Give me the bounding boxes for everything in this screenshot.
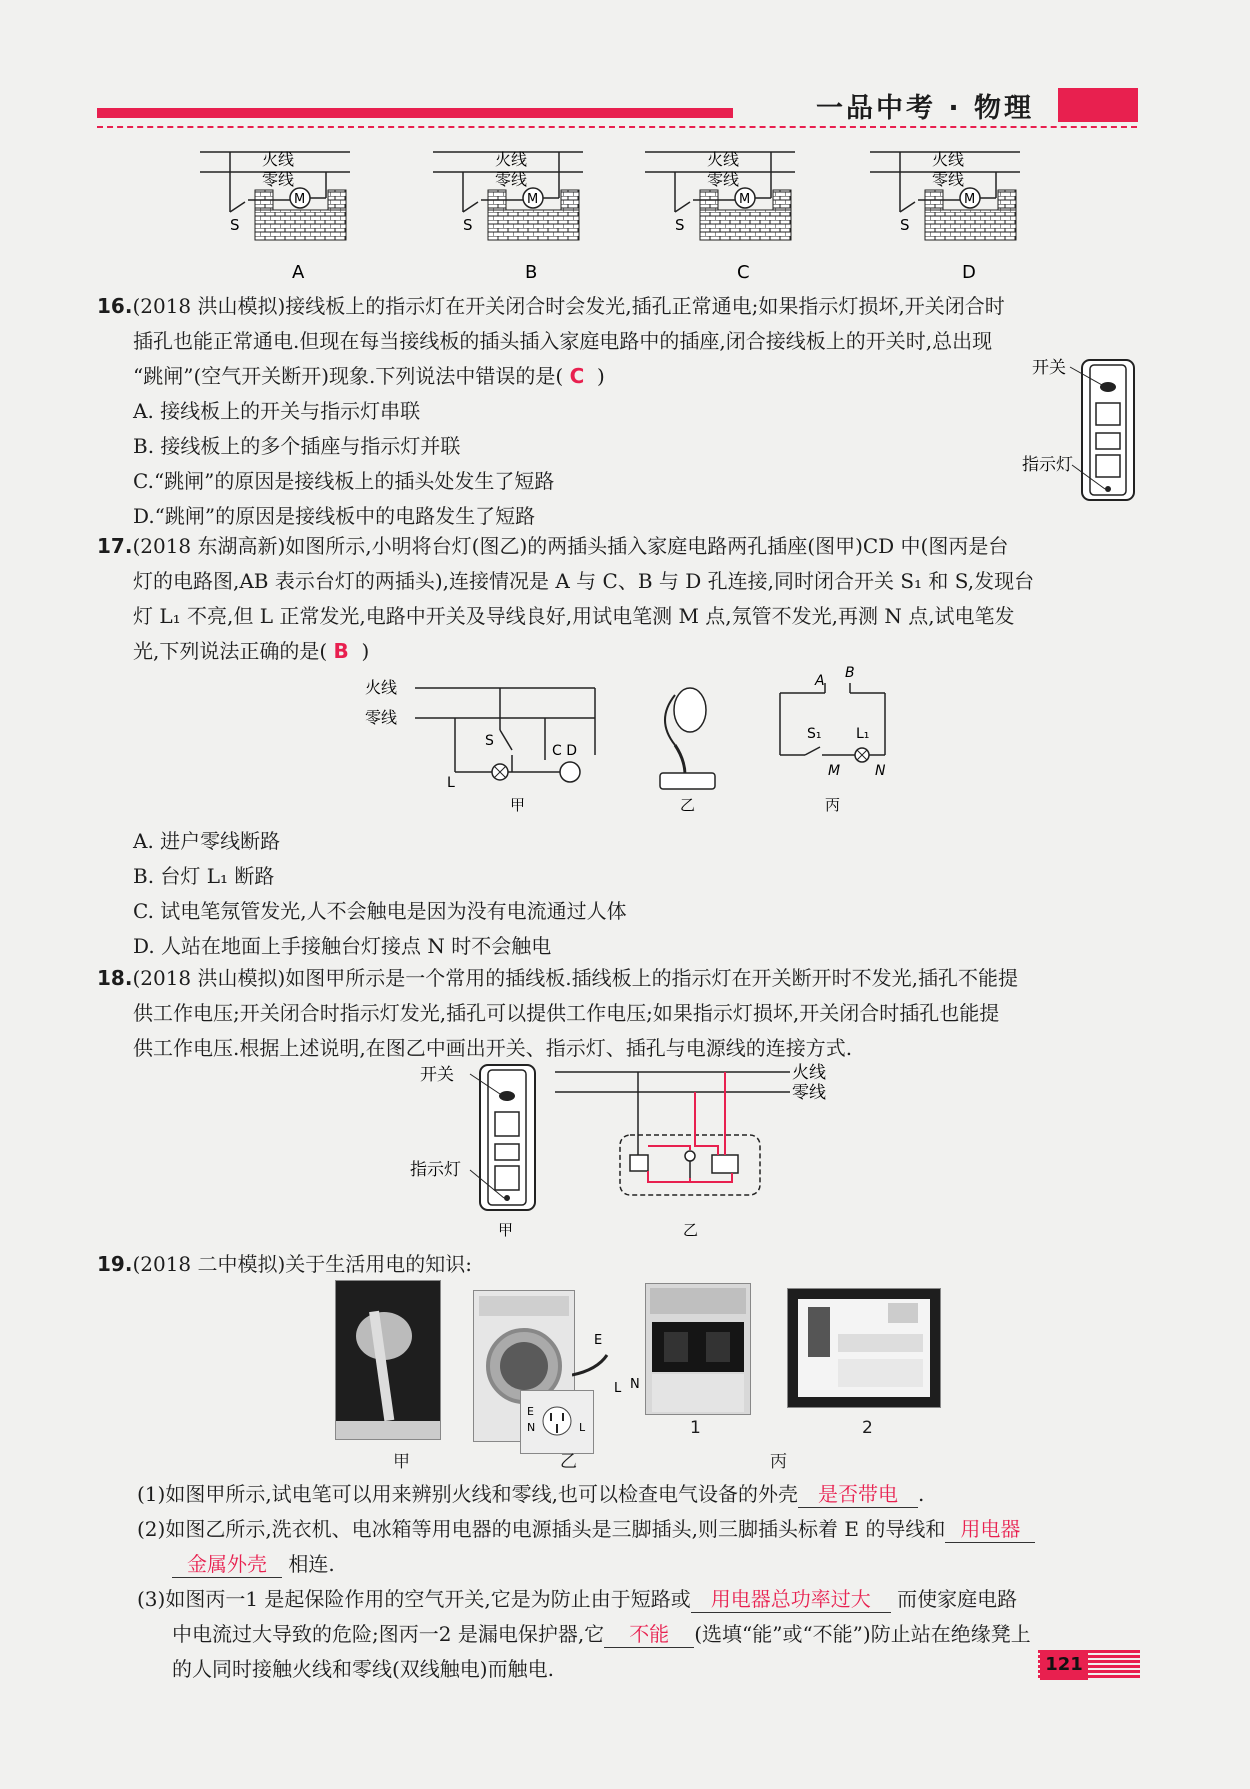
q18-line-1	[97, 962, 1018, 991]
q19-item2-text: (2)如图乙所示,洗衣机、电冰箱等用电器的电源插头是三脚插头,则三脚插头标着 E 的导线和	[137, 1517, 946, 1541]
q19-item3-answer-b: 不能	[604, 1618, 694, 1648]
page-number: 121	[1040, 1650, 1088, 1680]
q17-text-1: (2018 东湖高新)如图所示,小明将台灯(图乙)的两插头插入家庭电路两孔插座(图甲)CD 中(图丙是台	[132, 534, 1009, 558]
q17-label-B: B	[845, 665, 855, 681]
q16-option-c: C.“跳闸”的原因是接线板上的插头处发生了短路	[133, 469, 555, 493]
q19-photo-bing-1	[645, 1283, 751, 1415]
q19-item2-answer-b: 金属外壳	[172, 1548, 282, 1578]
q15-figures	[190, 140, 1070, 285]
q16-option-a: A. 接线板上的开关与指示灯串联	[133, 399, 421, 423]
q18-label-switch: 开关	[420, 1065, 454, 1085]
q19-item3-mid: 而使家庭电路	[897, 1587, 1018, 1611]
q18-line-3: 供工作电压.根据上述说明,在图乙中画出开关、指示灯、插孔与电源线的连接方式.	[133, 1036, 853, 1060]
q17-option-d: D. 人站在地面上手接触台灯接点 N 时不会触电	[133, 934, 552, 958]
q16-line-1	[97, 290, 1005, 319]
q16-option-d: D.“跳闸”的原因是接线板中的电路发生了短路	[133, 504, 536, 528]
header-block	[1058, 88, 1138, 122]
q17-label-L1: L₁	[856, 726, 870, 742]
q15-zero-a: 零线	[262, 170, 295, 189]
q17-label-L: L	[447, 775, 455, 791]
q15-switch-a: S	[230, 216, 240, 234]
q19-item3-answer-a: 用电器总功率过大	[691, 1583, 891, 1613]
q19-item-1	[137, 1478, 924, 1508]
q18-fig-jia	[410, 1065, 535, 1239]
q18-text-1: (2018 洪山模拟)如图甲所示是一个常用的插线板.插线板上的指示灯在开关断开时不发光,插孔不能提	[132, 966, 1019, 990]
q18-figures	[400, 1060, 840, 1240]
q17-figures	[360, 665, 920, 815]
q18-label-fire: 火线	[792, 1063, 826, 1083]
q16-power-strip	[1020, 355, 1140, 505]
q17-line-1	[97, 530, 1008, 559]
q18-caption-jia: 甲	[498, 1221, 514, 1239]
q17-label-M: M	[828, 763, 841, 779]
q15-option-a: A	[292, 262, 305, 283]
q15-fig-a	[200, 150, 350, 283]
q17-option-c: C. 试电笔氖管发光,人不会触电是因为没有电流通过人体	[133, 899, 627, 923]
q19-plug-N: N	[527, 1421, 536, 1434]
q16-number: 16.	[97, 294, 133, 318]
q17-answer: B	[333, 639, 349, 663]
q19-item-2-cont	[172, 1548, 335, 1578]
q17-caption-jia: 甲	[510, 796, 526, 814]
q19-cable-N: N	[630, 1377, 640, 1392]
q19-caption-2: 2	[862, 1418, 873, 1438]
q18-number: 18.	[97, 966, 133, 990]
q19-item3-text: (3)如图丙一1 是起保险作用的空气开关,它是为防止由于短路或	[137, 1587, 691, 1611]
q16-option-b: B. 接线板上的多个插座与指示灯并联	[133, 434, 461, 458]
q16-label-lamp: 指示灯	[1022, 455, 1073, 475]
q17-option-b: B. 台灯 L₁ 断路	[133, 864, 275, 888]
q18-caption-yi: 乙	[683, 1221, 699, 1239]
q19-caption-bing: 丙	[770, 1452, 787, 1472]
q17-caption-yi: 乙	[680, 796, 696, 814]
q17-line-2: 灯的电路图,AB 表示台灯的两插头),连接情况是 A 与 C、B 与 D 孔连接,同时闭合开关 S₁ 和 S,发现台	[133, 569, 1035, 593]
q15-motor-c: M	[739, 192, 751, 207]
q15-option-d: D	[962, 262, 976, 283]
q19-plug-L: L	[579, 1421, 586, 1434]
q19-cable-L: L	[614, 1381, 622, 1396]
q15-fire-a: 火线	[262, 150, 295, 169]
q19-line-1	[97, 1248, 472, 1277]
q15-fig-d	[870, 150, 1020, 283]
q16-close: )	[596, 364, 605, 388]
q18-label-lamp: 指示灯	[410, 1160, 461, 1180]
q17-label-CD: C D	[552, 743, 578, 759]
header-bar	[97, 108, 733, 118]
q19-item-2	[137, 1513, 1035, 1543]
q17-number: 17.	[97, 534, 133, 558]
q15-option-c: C	[737, 262, 750, 283]
q15-fire-b: 火线	[495, 150, 528, 169]
q17-label-S1: S₁	[807, 726, 822, 742]
q18-label-zero: 零线	[792, 1083, 826, 1103]
q16-answer: C	[569, 364, 585, 388]
q19-photo-jia	[335, 1280, 441, 1440]
q15-option-b: B	[525, 262, 538, 283]
q16-label-switch: 开关	[1032, 358, 1066, 378]
q19-item-3-line-2	[172, 1618, 1031, 1648]
q18-line-2: 供工作电压;开关闭合时指示灯发光,插孔可以提供工作电压;如果指示灯损坏,开关闭合时插孔也能提	[133, 1001, 1000, 1025]
q15-fig-b	[433, 150, 583, 283]
q19-caption-yi: 乙	[560, 1452, 577, 1472]
q19-cable-E: E	[594, 1333, 603, 1348]
q17-fig-jia	[365, 678, 595, 814]
q15-zero-b: 零线	[495, 170, 528, 189]
q17-fig-bing	[780, 665, 886, 814]
q19-number: 19.	[97, 1252, 133, 1276]
q15-fire-c: 火线	[707, 150, 740, 169]
q17-label-N: N	[875, 763, 886, 779]
q17-label-zero: 零线	[365, 708, 398, 727]
q19-item1-end: .	[918, 1482, 925, 1506]
q17-text-4: 光,下列说法正确的是(	[133, 639, 328, 663]
q19-item2-end: 相连.	[288, 1552, 335, 1576]
q15-switch-b: S	[463, 216, 473, 234]
q17-close: )	[361, 639, 370, 663]
q15-fire-d: 火线	[932, 150, 965, 169]
q17-label-fire: 火线	[365, 678, 398, 697]
q15-switch-c: S	[675, 216, 685, 234]
q17-line-3: 灯 L₁ 不亮,但 L 正常发光,电路中开关及导线良好,用试电笔测 M 点,氖管不发光,再测 N 点,试电笔发	[133, 604, 1015, 628]
q16-text-1: (2018 洪山模拟)接线板上的指示灯在开关闭合时会发光,插孔正常通电;如果指示灯损坏,开关闭合时	[132, 294, 1005, 318]
q19-item1-text: (1)如图甲所示,试电笔可以用来辨别火线和零线,也可以检查电气设备的外壳	[137, 1482, 799, 1506]
q19-item2-answer-a: 用电器	[945, 1513, 1035, 1543]
q19-plug-cable	[572, 1330, 642, 1400]
q17-fig-yi	[660, 688, 715, 814]
q17-label-S: S	[485, 733, 494, 749]
q15-motor-b: M	[527, 192, 539, 207]
q17-label-A: A	[815, 673, 825, 689]
q17-option-a: A. 进户零线断路	[133, 829, 281, 853]
q15-zero-c: 零线	[707, 170, 740, 189]
q19-item-3	[137, 1583, 1017, 1613]
q19-item1-answer: 是否带电	[798, 1478, 918, 1508]
q15-motor-d: M	[964, 192, 976, 207]
q17-line-4	[133, 635, 369, 664]
q18-fig-yi	[555, 1063, 826, 1239]
q15-motor-a: M	[294, 192, 306, 207]
q19-plug-E: E	[527, 1405, 534, 1418]
q15-zero-d: 零线	[932, 170, 965, 189]
q19-item-3-line-3: 的人同时接触火线和零线(双线触电)而触电.	[172, 1657, 554, 1681]
q19-item3-l2-end: (选填“能”或“不能”)防止站在绝缘凳上	[694, 1622, 1031, 1646]
q17-caption-bing: 丙	[825, 796, 841, 814]
q19-caption-jia: 甲	[393, 1452, 410, 1472]
q16-text-3: “跳闸”(空气开关断开)现象.下列说法中错误的是(	[133, 364, 564, 388]
header-divider	[97, 126, 1137, 128]
q19-item3-l2-text: 中电流过大导致的危险;图丙一2 是漏电保护器,它	[172, 1622, 605, 1646]
q19-caption-1: 1	[690, 1418, 701, 1438]
q19-photo-bing-2	[787, 1288, 941, 1408]
q16-line-2: 插孔也能正常通电.但现在每当接线板的插头插入家庭电路中的插座,闭合接线板上的开关时,总出现	[133, 329, 993, 353]
header-title: 一品中考 · 物理	[816, 93, 1035, 124]
q16-line-3	[133, 360, 605, 389]
q19-title: (2018 二中模拟)关于生活用电的知识:	[132, 1252, 473, 1276]
q15-fig-c	[645, 150, 795, 283]
q15-switch-d: S	[900, 216, 910, 234]
